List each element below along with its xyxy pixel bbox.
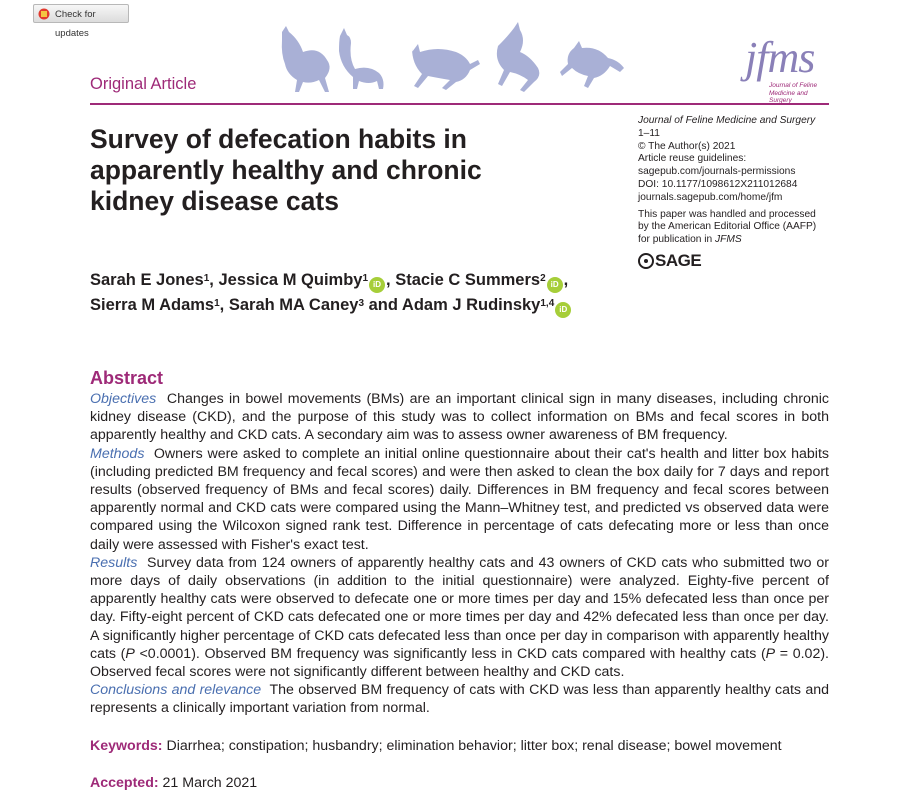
logo-mark: jfms [745, 33, 815, 82]
objectives-label: Objectives [90, 391, 157, 407]
author-name: Sarah E Jones [90, 271, 204, 289]
author-name: Sierra M Adams [90, 296, 215, 314]
copyright: © The Author(s) 2021 [638, 140, 736, 152]
abstract-conclusions [90, 681, 829, 717]
orcid-icon[interactable]: iD [547, 277, 563, 293]
author-affiliation: 1 [214, 298, 220, 309]
sage-circle-icon [638, 253, 654, 269]
methods-text: Owners were asked to complete an initial online questionnaire about their cat's health and litter box habits (including predicted BM frequency and fecal scores) and were then asked to clean the box daily for 7 days and report results (observed frequency of BMs and fecal scores) daily. Differences in BM frequency and fecal scores between apparently normal and CKD cats were compared using the Mann–Whitney test, and predicted vs observed data were compared using the Wilcoxon signed rank test. Difference in percentage of cats defecating more or less than once daily were assessed with Fisher's exact test. [90, 445, 829, 553]
p-symbol: P [125, 645, 135, 662]
abstract-heading: Abstract [90, 368, 164, 388]
article-metadata [638, 115, 838, 269]
author-name: Stacie C Summers [395, 271, 541, 289]
author-list: Sarah E Jones$^1$, Jessica M Quimby$^1$iD , Stacie C Summers$^2$iD , Sierra M Adams$^1$, Sarah MA Caney$^3$ and Adam J Rudinsky$^{1,4}$iD [90, 268, 650, 318]
sage-logo [638, 250, 838, 270]
author-affiliation: 1 [362, 273, 369, 284]
author-affiliation: 1 [203, 273, 210, 284]
author-name: Jessica M Quimby [218, 271, 363, 289]
abstract-body [90, 390, 829, 718]
journal-home-link[interactable]: journals.sagepub.com/home/jfm [638, 191, 783, 203]
handled-note-2: by the American Editorial Office (AAFP) [638, 221, 817, 233]
abstract-objectives [90, 390, 829, 445]
handled-note-1: This paper was handled and processed [638, 208, 816, 220]
results-label: Results [90, 554, 138, 571]
header-divider [90, 103, 829, 105]
permissions-link[interactable]: sagepub.com/journals-permissions [638, 166, 796, 178]
author-affiliation: 1,4 [540, 298, 555, 309]
orcid-icon[interactable]: iD [555, 302, 571, 318]
objectives-text: Changes in bowel movements (BMs) are an important clinical sign in many diseases, including chronic kidney disease (CKD), and the purpose of this study was to collect information on BMs and fecal scores in both apparently healthy and CKD cats. A secondary aim was to assess owner awareness of BM frequency. [90, 391, 829, 444]
page-range: 1–11 [638, 127, 660, 139]
results-text-a: Survey data from 124 owners of apparently healthy cats and 43 owners of CKD cats who submitted two or more days of daily observations (in addition to the initial questionnaire) were analyzed. Eighty-five percent of apparently healthy cats were observed to defecate one or more times per day and 15% defecated less than once per day. Fifty-eight percent of CKD cats defecated one or more times per day and 42% defecated less than once per day. A significantly higher percentage of CKD cats defecated less than once per day in comparison with apparently healthy cats ( [90, 554, 829, 662]
keywords-label: Keywords: [90, 738, 163, 754]
results-text-c: = 0.02). Observed fecal scores were not significantly different between healthy and CKD cats. [90, 645, 830, 681]
results-text-b: <0.0001). Observed BM frequency was significantly less in CKD cats compared with healthy cats ( [134, 645, 766, 662]
reuse-guidelines: Article reuse guidelines: [638, 153, 747, 165]
conclusions-label: Conclusions and relevance [90, 682, 262, 699]
check-for-updates-button[interactable] [33, 4, 129, 39]
author-name: Sarah MA Caney [228, 296, 359, 314]
accepted-date [90, 775, 257, 791]
author-affiliation: 3 [358, 298, 365, 309]
jfms-logo [745, 33, 831, 104]
logo-line-2: Medicine and Surgery [769, 90, 808, 104]
logo-line-1: Journal of Feline [769, 82, 818, 89]
abstract-results [90, 554, 829, 681]
abstract-methods [90, 445, 829, 554]
journal-name: Journal of Feline Medicine and Surgery [638, 115, 816, 126]
running-cats-illustration [274, 22, 644, 100]
check-for-updates-label: Check for updates [55, 9, 96, 39]
accepted-value: 21 March 2021 [162, 775, 258, 791]
author-affiliation: 2 [540, 273, 546, 284]
author-name: Adam J Rudinsky [401, 296, 541, 314]
sage-wordmark: SAGE [655, 250, 702, 270]
keywords-text: Diarrhea; constipation; husbandry; elimination behavior; litter box; renal disease; bowel movement [166, 738, 782, 754]
article-title: Survey of defecation habits in apparently healthy and chronic kidney disease cats [90, 124, 482, 216]
handled-journal: JFMS [715, 234, 742, 246]
article-type-label: Original Article [90, 75, 197, 93]
orcid-icon[interactable]: iD [369, 277, 385, 293]
doi[interactable]: DOI: 10.1177/1098612X211012684 [638, 178, 798, 190]
accepted-label: Accepted: [90, 775, 159, 791]
check-for-updates-icon [38, 8, 50, 20]
conclusions-text: The observed BM frequency of cats with CKD was less than apparently healthy cats and represents a clinically important variation from normal. [90, 682, 829, 717]
keywords [90, 738, 782, 754]
handled-note-3: for publication in [638, 234, 713, 246]
p-symbol: P [765, 645, 776, 662]
methods-label: Methods [90, 445, 145, 462]
